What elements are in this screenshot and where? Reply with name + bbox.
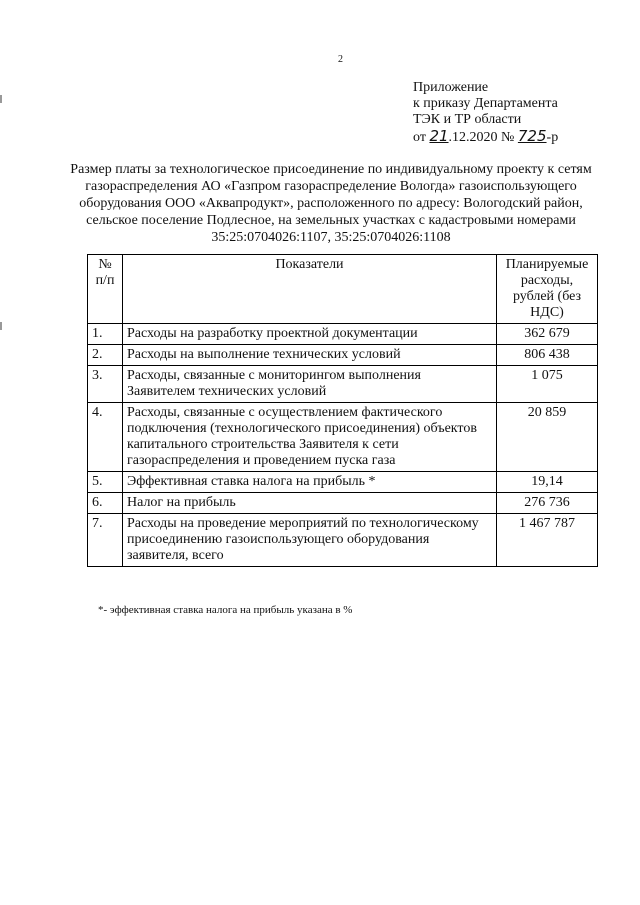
order-suffix: -р (546, 130, 559, 145)
row-num: 5. (88, 472, 123, 493)
table-header-row (88, 255, 598, 324)
row-num: 1. (88, 324, 123, 345)
row-value: 20 859 (497, 403, 598, 472)
row-indicator: Расходы, связанные с осуществлением фактического подключения (технологического присоединения) объектов капитального строительства Заявителя к сети газораспределения и проведением пуска газа (123, 403, 497, 472)
table-row (88, 345, 598, 366)
appendix-block (413, 80, 558, 146)
row-indicator: Налог на прибыль (123, 493, 497, 514)
appendix-line-2: к приказу Департамента (413, 96, 558, 111)
scan-mark (0, 95, 2, 103)
row-value: 276 736 (497, 493, 598, 514)
appendix-line-3: ТЭК и ТР области (413, 112, 522, 127)
appendix-line-1: Приложение (413, 80, 489, 95)
row-num: 2. (88, 345, 123, 366)
date-day: 21 (429, 127, 449, 145)
document-title: Размер платы за технологическое присоединение по индивидуальному проекту к сетям газораспределения АО «Газпром газораспределение Вологда» газоиспользующего оборудования ООО «Аквапродукт», расположенного по адресу: Вологодский район, сельское поселение Подлесное, на земельных участках с кадастровыми номерами 35:25:0704026:1107, 35:25:0704026:1108 (70, 162, 592, 245)
page-number: 2 (338, 54, 343, 65)
date-prefix: от (413, 130, 426, 145)
row-num: 3. (88, 366, 123, 403)
row-value: 19,14 (497, 472, 598, 493)
cost-table (87, 254, 598, 567)
header-num: № п/п (88, 255, 123, 324)
row-value: 1 467 787 (497, 514, 598, 567)
row-num: 4. (88, 403, 123, 472)
row-num: 6. (88, 493, 123, 514)
table-row (88, 514, 598, 567)
table-row (88, 366, 598, 403)
header-value: Планируемые расходы, рублей (без НДС) (497, 255, 598, 324)
row-value: 362 679 (497, 324, 598, 345)
row-indicator: Расходы на проведение мероприятий по технологическому присоединению газоиспользующего оборудования заявителя, всего (123, 514, 497, 567)
table-row (88, 324, 598, 345)
scan-mark (0, 322, 2, 330)
appendix-date-line (413, 128, 558, 146)
row-value: 806 438 (497, 345, 598, 366)
row-value: 1 075 (497, 366, 598, 403)
table-row (88, 472, 598, 493)
row-indicator: Расходы, связанные с мониторингом выполнения Заявителем технических условий (123, 366, 497, 403)
table-row (88, 493, 598, 514)
row-indicator: Расходы на выполнение технических условий (123, 345, 497, 366)
row-num: 7. (88, 514, 123, 567)
table-row (88, 403, 598, 472)
footnote: *- эффективная ставка налога на прибыль указана в % (98, 604, 353, 616)
row-indicator: Расходы на разработку проектной документации (123, 324, 497, 345)
date-rest: .12.2020 № (448, 130, 515, 145)
order-number: 725 (517, 127, 547, 145)
header-indicator: Показатели (123, 255, 497, 324)
row-indicator: Эффективная ставка налога на прибыль * (123, 472, 497, 493)
